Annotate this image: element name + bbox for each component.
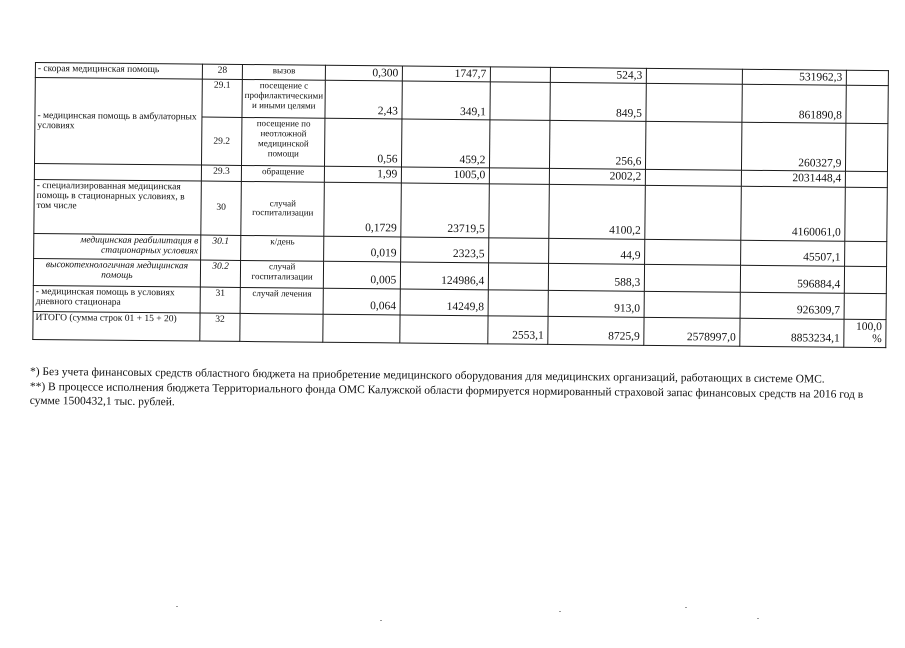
row-cost: 1747,7	[403, 66, 491, 82]
row-code: 29.2	[201, 117, 241, 165]
row-c11	[846, 172, 888, 188]
row-c8: 2002,2	[550, 169, 646, 185]
row-c9	[646, 122, 742, 171]
row-c10: 45507,1	[741, 240, 845, 266]
row-c10: 4160061,0	[741, 186, 846, 241]
row-unit: обращение	[241, 166, 325, 182]
row-c11	[845, 187, 888, 241]
row-c9	[645, 239, 741, 265]
row-cost: 124986,4	[401, 262, 489, 290]
row-code: 30	[201, 181, 242, 235]
row-c9	[647, 68, 743, 84]
row-name: высокотехнологичная медицинская помощь	[33, 258, 200, 287]
row-cost	[400, 315, 488, 344]
row-norm: 0,300	[326, 65, 403, 81]
row-c11	[844, 293, 886, 319]
row-unit: вызов	[242, 64, 326, 80]
row-norm: 2,43	[325, 81, 402, 120]
row-c9	[644, 291, 740, 318]
row-c7	[491, 67, 551, 83]
row-c8: 588,3	[549, 263, 645, 291]
row-c9: 2578997,0	[644, 317, 740, 346]
row-c10: 926309,7	[740, 292, 844, 319]
row-c7	[489, 184, 550, 239]
row-c7	[488, 290, 548, 317]
row-code: 30.2	[200, 260, 240, 287]
row-norm: 0,56	[325, 119, 402, 168]
row-unit: случай лечения	[240, 287, 324, 314]
row-c10: 596884,4	[741, 265, 845, 293]
row-c11	[846, 124, 888, 172]
row-c9	[645, 185, 742, 240]
row-c11	[845, 241, 887, 266]
row-c9	[645, 264, 741, 292]
row-c8: 44,9	[549, 238, 645, 264]
row-c7	[490, 120, 550, 169]
row-c7	[490, 82, 550, 121]
row-cost: 1005,0	[402, 167, 490, 183]
row-cost: 2323,5	[401, 237, 489, 263]
row-unit: случай госпитализации	[241, 181, 325, 236]
row-c9	[646, 170, 742, 186]
row-norm: 0,005	[324, 261, 401, 289]
row-norm: 1,99	[325, 167, 402, 183]
row-unit: к/день	[241, 235, 325, 261]
row-name: медицинская реабилитация в стационарных условиях	[34, 233, 201, 260]
row-c7	[490, 168, 550, 184]
row-c8: 8725,9	[548, 316, 644, 345]
row-name: ИТОГО (сумма строк 01 + 15 + 20)	[33, 311, 200, 340]
row-c11	[847, 70, 889, 86]
row-c7	[489, 263, 549, 291]
row-unit: посещение по неотложной медицинской помощи	[241, 118, 325, 167]
row-c10: 8853234,1	[740, 318, 844, 347]
table-row	[34, 179, 888, 241]
footnote-2: **) В процессе исполнения бюджета Территориального фонда ОМС Калужской области формируется нормированный страховой запас финансовых средств на 2016 год в сумме 1500432,1 тыс. рублей.	[29, 380, 864, 409]
row-c11	[846, 86, 888, 124]
row-c10: 861890,8	[742, 85, 846, 124]
row-norm: 0,1729	[324, 182, 402, 237]
row-cost: 23719,5	[401, 183, 490, 238]
row-c7	[489, 238, 549, 264]
row-name: - специализированная медицинская помощь в стационарных условиях, в том числе	[34, 179, 202, 235]
row-c9	[646, 84, 742, 123]
row-norm: 0,064	[323, 288, 400, 315]
row-unit: случай госпитализации	[240, 260, 324, 288]
row-norm	[323, 314, 400, 343]
row-c8: 913,0	[548, 290, 644, 317]
row-c10: 260327,9	[742, 123, 846, 172]
row-code: 28	[202, 64, 242, 80]
row-name: - медицинская помощь в условиях дневного стационара	[33, 285, 200, 313]
row-name	[34, 164, 201, 181]
row-norm: 0,019	[324, 236, 401, 262]
row-code: 31	[200, 287, 240, 313]
row-cost: 349,1	[402, 81, 490, 120]
row-code: 30.1	[201, 235, 241, 260]
row-c11: 100,0 %	[844, 319, 886, 347]
row-unit	[240, 313, 324, 342]
table-row	[35, 78, 889, 124]
row-c10: 531962,3	[743, 69, 847, 85]
row-unit: посещение с профилактическими и иными целями	[242, 80, 326, 119]
row-c10: 2031448,4	[742, 171, 846, 187]
row-name: - медицинская помощь в амбулаторных условиях	[35, 78, 203, 166]
footnote-1: *) Без учета финансовых средств областного бюджета на приобретение медицинского оборудования для медицинских организаций, работающих в системе ОМС.	[29, 365, 825, 386]
row-code: 29.1	[202, 79, 242, 117]
row-c11	[845, 266, 887, 293]
row-code: 32	[200, 313, 240, 341]
row-c8: 4100,2	[549, 184, 646, 239]
row-cost: 14249,8	[400, 289, 488, 316]
row-c8: 524,3	[551, 67, 647, 83]
row-c8: 849,5	[550, 83, 646, 122]
financing-table	[32, 62, 889, 348]
row-c8: 256,6	[550, 121, 646, 170]
row-cost: 459,2	[402, 119, 490, 168]
row-c7: 2553,1	[488, 316, 548, 344]
row-name: - скорая медицинская помощь	[35, 62, 202, 79]
row-code: 29.3	[201, 165, 241, 181]
